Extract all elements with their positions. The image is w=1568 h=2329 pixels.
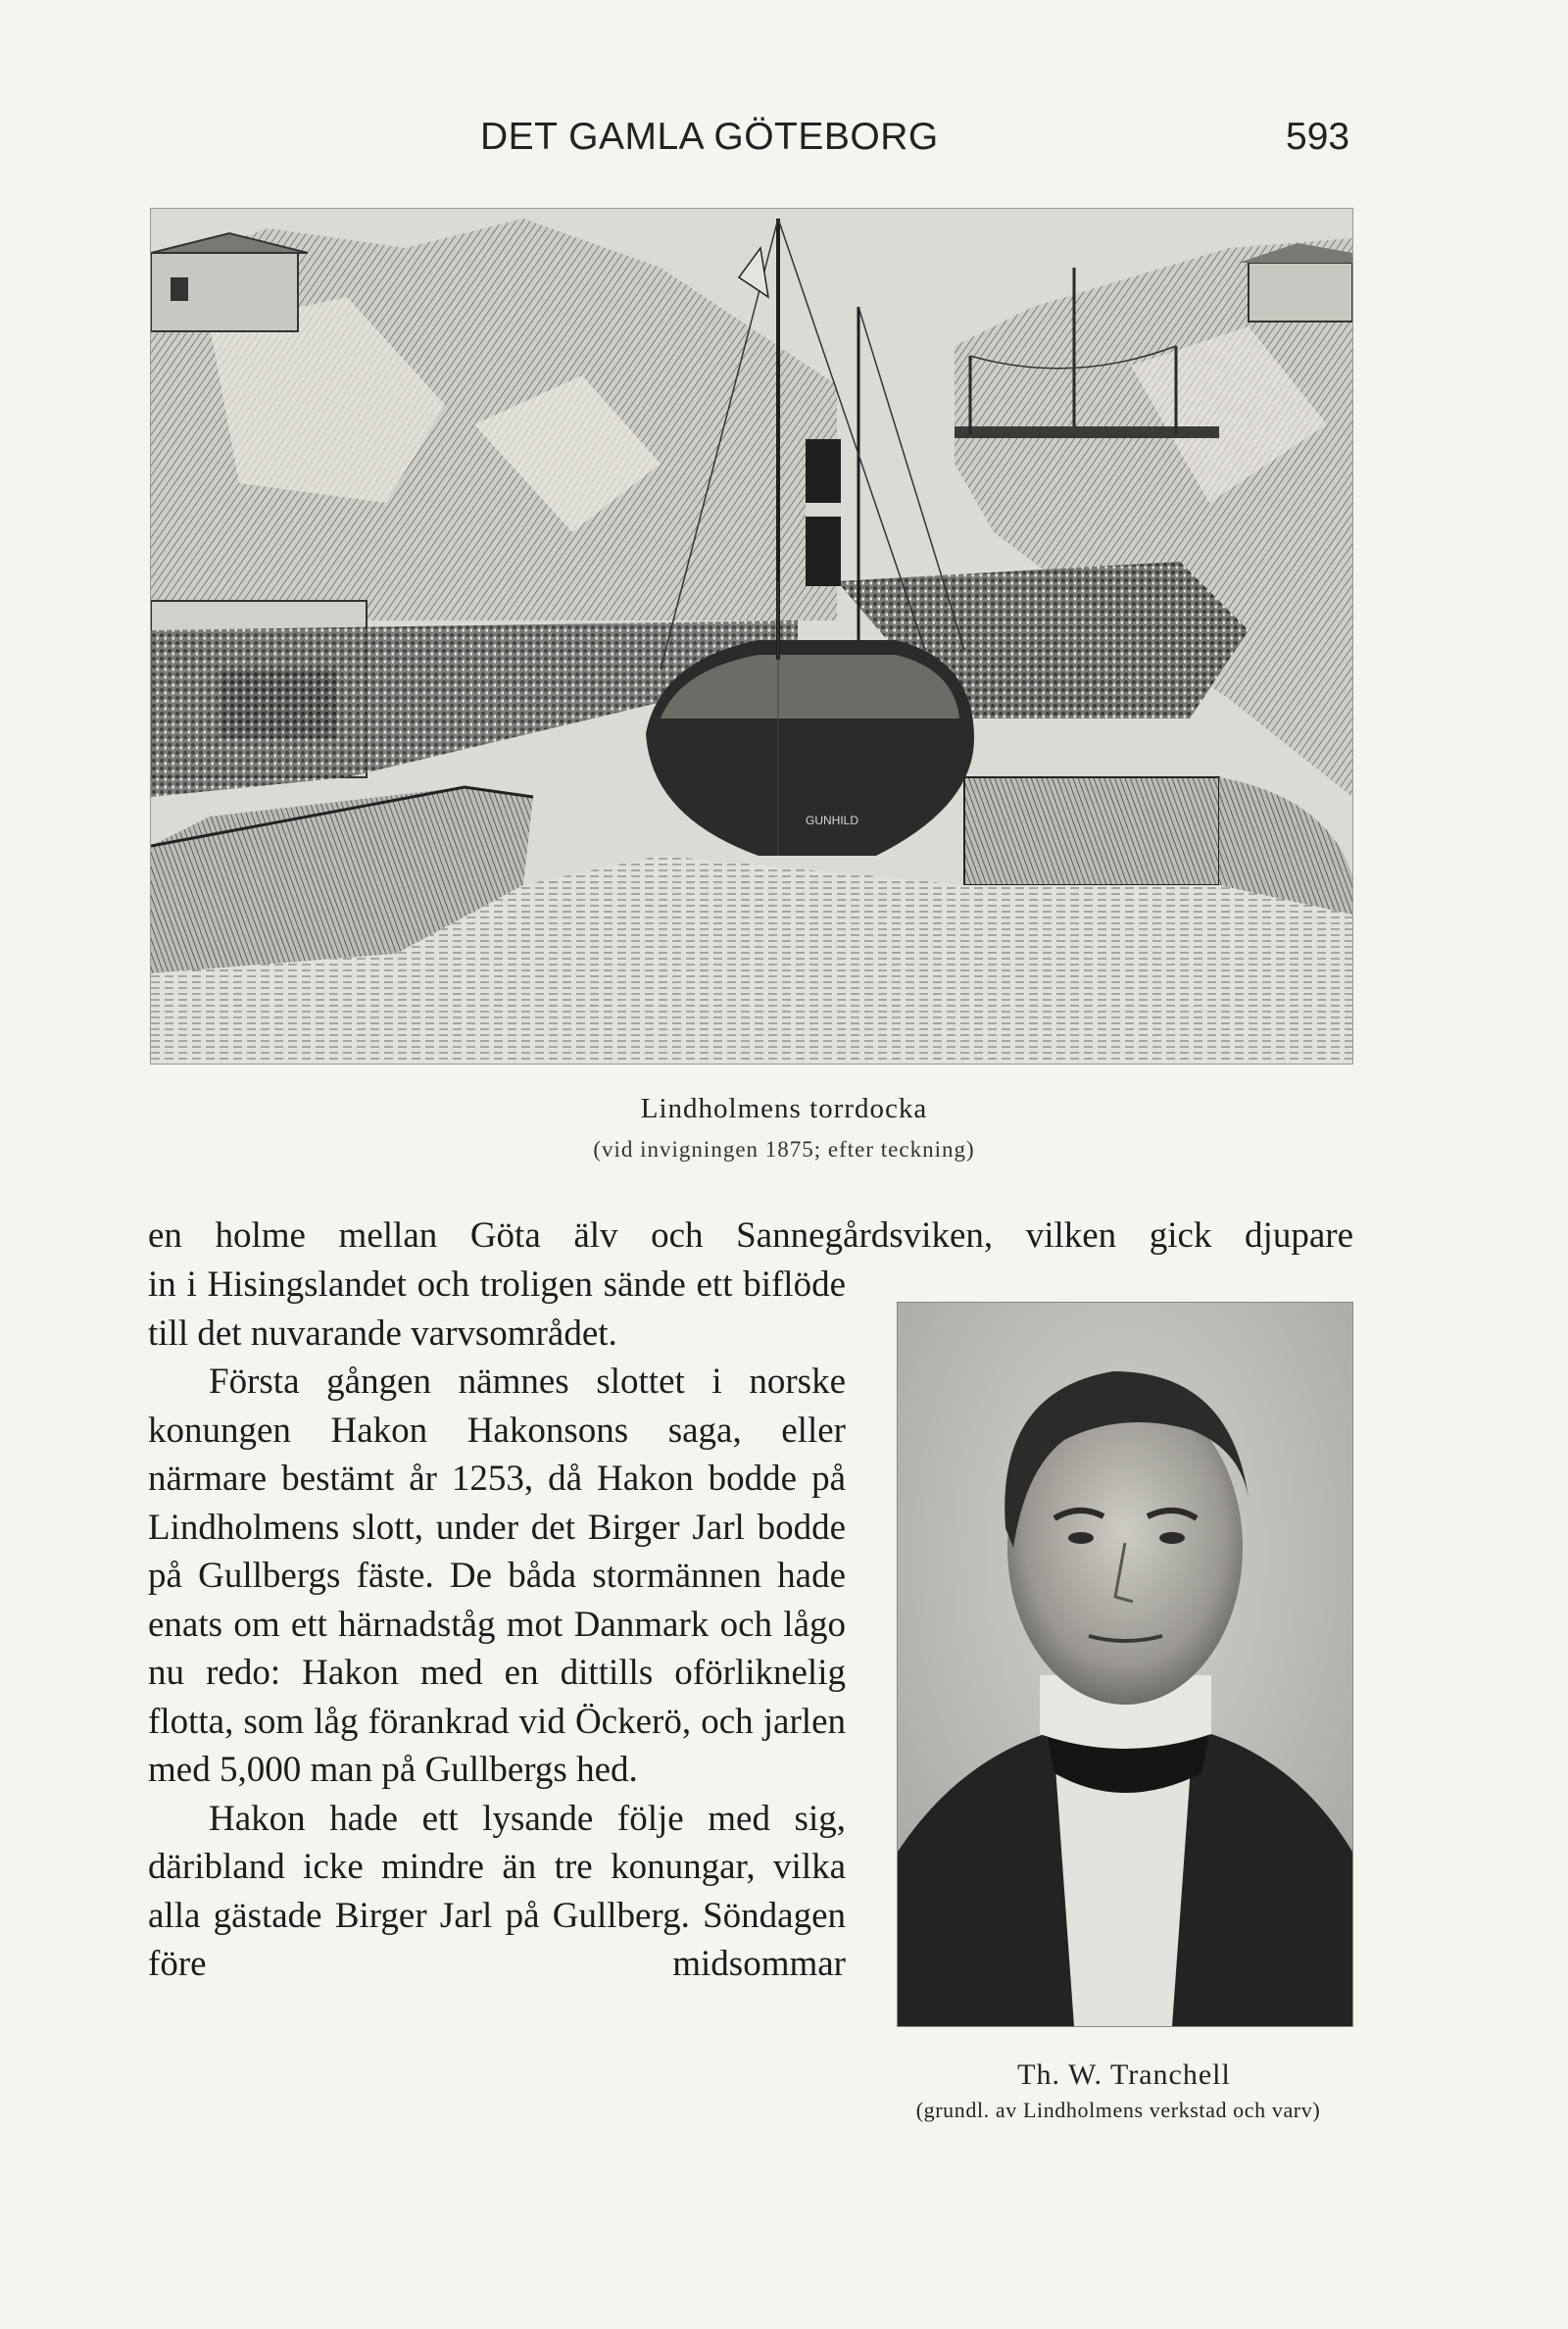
portrait-caption-note: (grundl. av Lindholmens verkstad och varv) <box>915 2098 1321 2122</box>
paragraph-continued: in i Hisingslandet och troligen sände ett biflöde till det nuvarande varvsområdet. <box>148 1264 846 1354</box>
drydock-engraving <box>150 208 1353 1065</box>
figure-caption-note: (vid invigningen 1875; efter teckning) <box>593 1137 975 1162</box>
paragraph: Första gången nämnes slottet i norske konungen Hakon Hakonsons saga, eller närmare bestämt år 1253, då Hakon bodde på Lindholmens slott, under det Birger Jarl bodde på Gullbergs fäste. De båda stormännen hade enats om ett härnadståg mot Danmark och lågo nu redo: Hakon med en dittills oförliknelig flotta, som låg förankrad vid Öckerö, och jarlen med 5,000 man på Gullbergs hed. <box>148 1362 846 1790</box>
body-column <box>148 1261 846 1989</box>
page-number: 593 <box>1286 116 1350 158</box>
body-line-full-width: en holme mellan Göta älv och Sannegårdsviken, vilken gick djupare <box>148 1215 1353 1256</box>
portrait-caption: Th. W. Tranchell <box>1017 2058 1231 2091</box>
portrait-photo <box>897 1302 1353 2027</box>
running-title: DET GAMLA GÖTEBORG <box>480 116 939 158</box>
paragraph: Hakon hade ett lysande följe med sig, däribland icke mindre än tre konungar, vilka alla gästade Birger Jarl på Gullberg. Söndagen före midsommar <box>148 1798 846 1984</box>
page-header <box>0 116 1568 165</box>
figure-caption: Lindholmens torrdocka <box>640 1093 928 1124</box>
ship-name: GUNHILD <box>805 814 859 827</box>
